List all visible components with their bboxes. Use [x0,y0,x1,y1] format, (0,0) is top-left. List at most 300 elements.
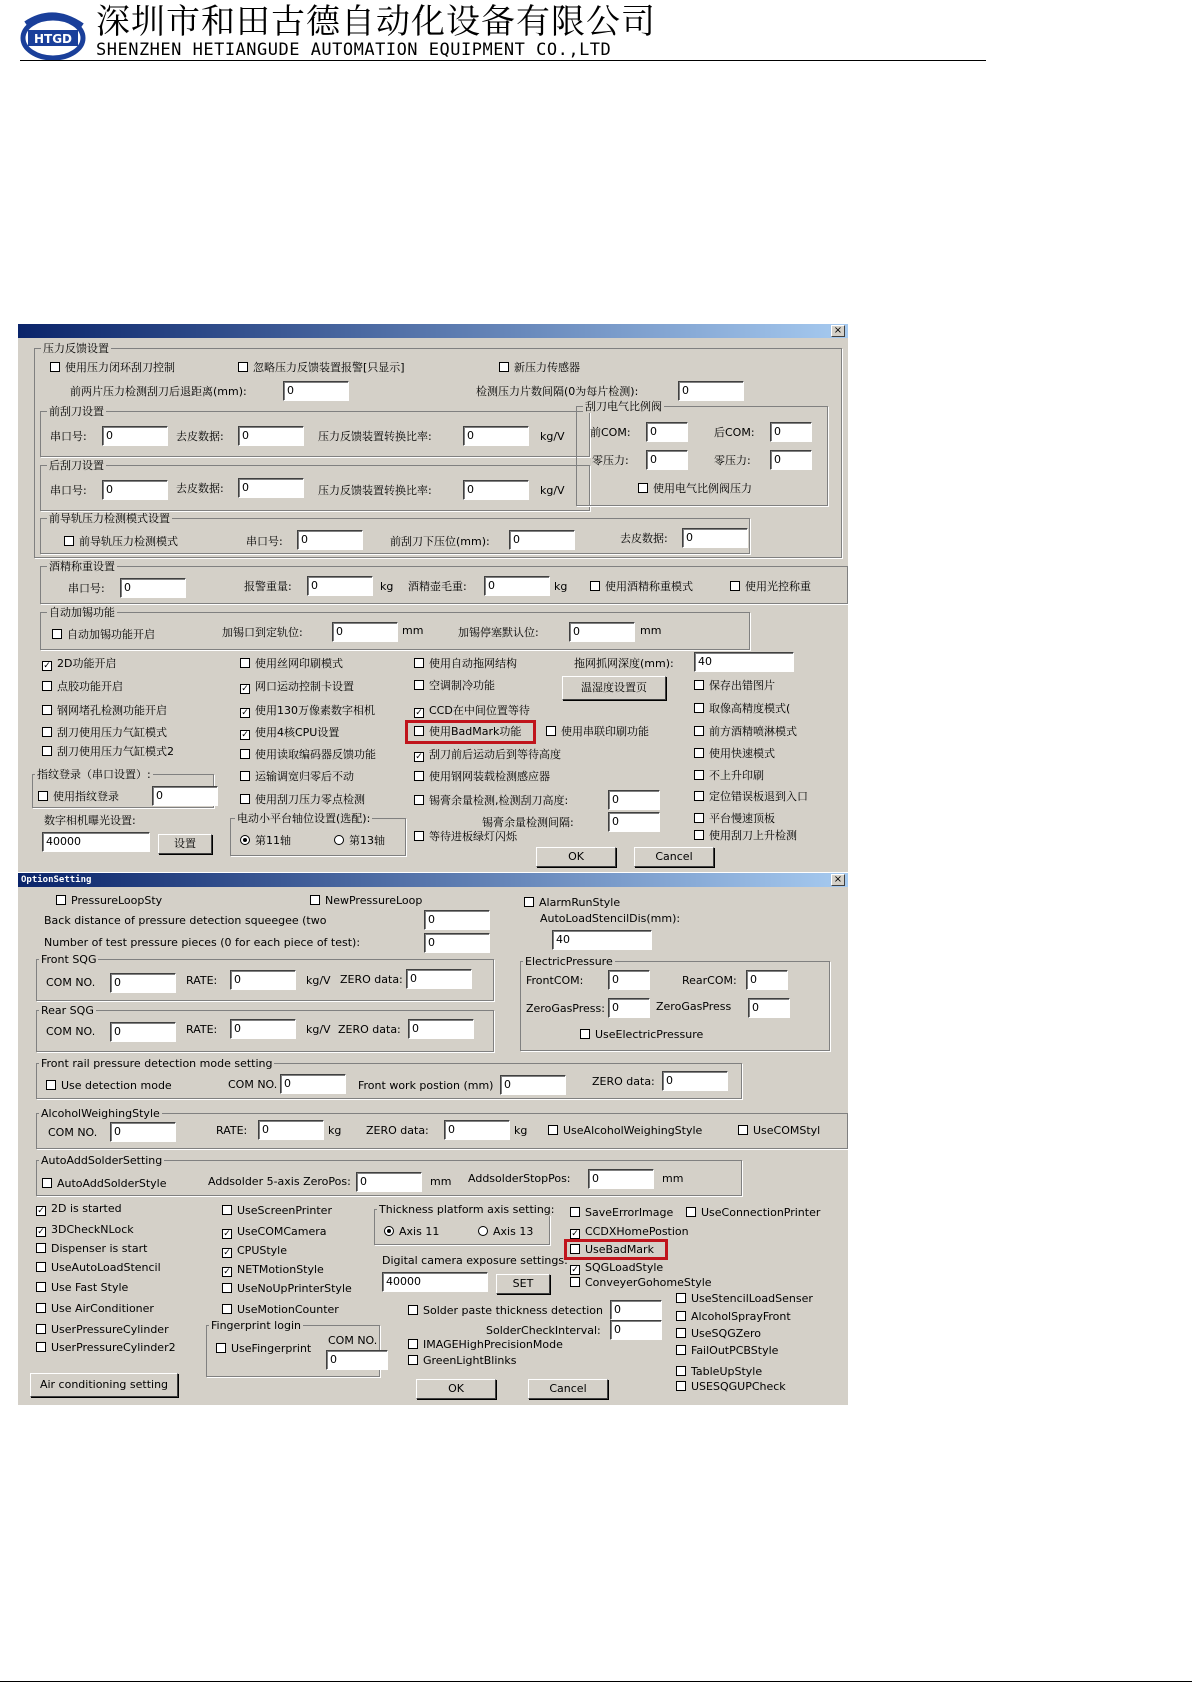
front-port-input[interactable]: 0 [102,426,168,446]
checkbox-auto-add-solder[interactable]: AutoAddSolderStyle [42,1177,167,1190]
checkbox-en-c4-4[interactable]: ConveyerGohomeStyle [570,1276,712,1289]
group-title: ElectricPressure [525,955,613,968]
alcohol-port-input[interactable]: 0 [120,578,186,598]
badmark-highlight [564,1239,668,1260]
checkbox-icon [638,483,648,493]
rate-label: RATE: [186,1023,218,1036]
checkbox-cn-c4-5[interactable]: 定位错误板退到入口 [694,790,808,803]
solder-pos-input[interactable]: 0 [332,622,398,642]
ratio-label: 压力反馈装置转换比率: [318,484,432,497]
fingerprint-com-input[interactable]: 0 [326,1350,388,1370]
zero-pressure-label: 零压力: [592,454,629,467]
back-distance-input[interactable]: 0 [424,910,490,930]
exposure-input[interactable]: 40000 [382,1272,488,1292]
solder-thickness-input[interactable]: 0 [610,1300,662,1320]
checkbox-icon [408,1339,418,1349]
checkbox-icon [694,830,704,840]
elec-rear-com-input[interactable]: 0 [746,970,788,990]
checkbox-paste-check[interactable]: 锡膏余量检测,检测刮刀高度: [414,794,568,807]
checkbox-cn-c2-2[interactable]: ✓ 使用130万像素数字相机 [241,704,375,718]
solder-check-interval-input[interactable]: 0 [610,1320,662,1340]
group-title: 前导轨压力检测模式设置 [49,512,170,525]
checkbox-en-c4-1[interactable]: ✓ CCDXHomePostion [571,1225,689,1239]
checkbox-icon [36,1303,46,1313]
checkbox-icon [694,791,704,801]
checkbox-icon: ✓ [223,1267,231,1277]
solder-stop-input[interactable]: 0 [569,622,635,642]
checkbox-pressure-loop-sty[interactable]: PressureLoopSty [56,894,162,907]
checkbox-use-connection-printer[interactable]: UseConnectionPrinter [686,1206,820,1219]
checkbox-ignore-alarm[interactable]: 忽略压力反馈装置报警[只显示] [238,361,405,374]
checkbox-icon [686,1207,696,1217]
checkbox-icon [46,1080,56,1090]
zero-pos-label: Addsolder 5-axis ZeroPos: [208,1175,351,1188]
mesh-depth-input[interactable]: 40 [694,652,794,672]
checkbox-icon [216,1343,226,1353]
checkbox-icon [240,749,250,759]
checkbox-en-c1-1[interactable]: ✓ 3DCheckNLock [37,1223,134,1237]
checkbox-icon [414,831,424,841]
checkbox-cn-c3-0[interactable]: 使用自动拖网结构 [414,657,517,670]
rear-rate-input[interactable]: 0 [230,1019,296,1039]
group-title: Fingerprint login [211,1319,301,1332]
checkbox-new-sensor[interactable]: 新压力传感器 [499,361,580,374]
com-label: COM NO. [46,976,96,989]
alcohol-zero-label: ZERO data: [366,1124,429,1137]
checkbox-cn-c4-1[interactable]: 取像高精度模式( [694,702,790,715]
checkbox-icon [240,794,250,804]
stop-pos-input[interactable]: 0 [588,1169,654,1189]
front-com-input[interactable]: 0 [646,422,688,442]
checkbox-icon [738,1125,748,1135]
radio-axis-11[interactable]: 第11轴 [240,834,291,847]
cancel-button[interactable]: Cancel [634,847,714,867]
front-work-input[interactable]: 0 [500,1075,566,1095]
checkbox-rail-mode[interactable]: 前导轨压力检测模式 [64,535,178,548]
rear-com-input[interactable]: 0 [770,422,812,442]
checkbox-icon: ✓ [241,730,249,740]
front-tare-input[interactable]: 0 [238,426,304,446]
checkbox-icon [580,1029,590,1039]
rail-zero-input[interactable]: 0 [662,1071,728,1091]
exposure-set-button[interactable]: SET [496,1274,550,1294]
zero-gas-input-1[interactable]: 0 [608,998,650,1018]
zero-gas-label: ZeroGasPress: [526,1002,605,1015]
checkbox-alcohol-mode[interactable]: 使用酒精称重模式 [590,580,693,593]
checkbox-pressure-loop[interactable]: 使用压力闭环刮刀控制 [50,361,175,374]
back-distance-label: Back distance of pressure detection squeegee (two [44,914,327,927]
checkbox-en-c2-1[interactable]: ✓ UseCOMCamera [223,1225,327,1239]
checkbox-en-c5-1[interactable]: AlcoholSprayFront [676,1310,791,1323]
checkbox-icon [240,658,250,668]
checkbox-en-c5-5[interactable]: USESQGUPCheck [676,1380,786,1393]
checkbox-en-c1-0[interactable]: ✓ 2D is started [37,1202,122,1216]
checkbox-icon: ✓ [571,1265,579,1275]
checkbox-icon: ✓ [241,684,249,694]
checkbox-icon [676,1311,686,1321]
checkbox-icon [408,1355,418,1365]
checkbox-icon [238,362,248,372]
test-pieces-label: Number of test pressure pieces (0 for each piece of test): [44,936,361,949]
paste-interval-label: 锡膏余量检测间隔: [482,816,574,829]
checkbox-icon [408,1305,418,1315]
checkbox-cn-c4-6[interactable]: 平台慢速顶板 [694,812,775,825]
group-title: 电动小平台轴位设置(选配): [237,812,371,825]
checkbox-icon [36,1342,46,1352]
checkbox-icon [676,1328,686,1338]
footer-divider [0,1681,1192,1682]
group-title: 压力反馈设置 [43,342,109,355]
close-icon[interactable]: × [831,874,845,886]
rate-label: RATE: [186,974,218,987]
checkbox-icon: ✓ [223,1229,231,1239]
checkbox-en-c2-3[interactable]: ✓ NETMotionStyle [223,1263,324,1277]
logo-text: HTGD [33,32,73,46]
checkbox-en-c2-4[interactable]: UseNoUpPrinterStyle [222,1282,352,1295]
checkbox-cn-c4-3[interactable]: 使用快速模式 [694,747,775,760]
cancel-button[interactable]: Cancel [528,1379,608,1399]
interval-input[interactable]: 0 [678,381,744,401]
front-zero-input[interactable]: 0 [406,969,472,989]
checkbox-icon [52,629,62,639]
unit-label: kg [554,580,568,593]
checkbox-icon [694,748,704,758]
checkbox-cn-serial[interactable]: 使用串联印刷功能 [546,725,649,738]
checkbox-image-high-precision[interactable]: IMAGEHighPrecisionMode [408,1338,563,1351]
dialog-titlebar [18,324,848,338]
group-title: 后刮刀设置 [49,459,104,472]
fingerprint-com-label: COM NO. [328,1334,378,1347]
checkbox-alcohol-light[interactable]: 使用光控称重 [730,580,811,593]
group-title: AlcoholWeighingStyle [41,1107,160,1120]
alcohol-rate-label: RATE: [216,1124,248,1137]
checkbox-icon [694,680,704,690]
company-logo [20,8,86,64]
checkbox-use-fingerprint[interactable]: UseFingerprint [216,1342,311,1355]
radio-icon [478,1226,488,1236]
paste-height-input[interactable]: 0 [608,790,660,810]
rear-ratio-input[interactable]: 0 [463,480,529,500]
checkbox-cn-c4-0[interactable]: 保存出错图片 [694,679,775,692]
tare-label: 去皮数据: [176,482,224,495]
checkbox-en-c5-4[interactable]: TableUpStyle [676,1365,762,1378]
radio-icon [384,1226,394,1236]
paste-interval-input[interactable]: 0 [608,812,660,832]
group-title: Thickness platform axis setting: [379,1203,555,1216]
checkbox-icon [42,681,52,691]
auto-load-label: AutoLoadStencilDis(mm): [540,912,681,925]
front-work-label: Front work postion (mm) [358,1079,494,1092]
checkbox-en-c2-2[interactable]: ✓ CPUStyle [223,1244,287,1258]
checkbox-icon: ✓ [37,1227,45,1237]
solder-check-interval-label: SolderCheckInterval: [486,1324,601,1337]
checkbox-icon [222,1205,232,1215]
checkbox-en-c1-7[interactable]: UserPressureCylinder2 [36,1341,176,1354]
group-title: 前刮刀设置 [49,405,104,418]
checkbox-icon [499,362,509,372]
checkbox-icon [222,1283,232,1293]
stop-pos-label: AddsolderStopPos: [468,1172,571,1185]
checkbox-en-c2-0[interactable]: UseScreenPrinter [222,1204,332,1217]
zero-pressure-label: 零压力: [714,454,751,467]
checkbox-alarm-run-style[interactable]: AlarmRunStyle [524,896,620,909]
chinese-settings-dialog [18,324,848,872]
company-name-en: SHENZHEN HETIANGUDE AUTOMATION EQUIPMENT CO.,LTD [96,40,612,60]
front-com-label: FrontCOM: [526,974,584,987]
checkbox-icon [50,362,60,372]
alcohol-com-label: COM NO. [48,1126,98,1139]
rear-port-input[interactable]: 0 [102,480,168,500]
checkbox-icon [676,1293,686,1303]
rail-zero-label: ZERO data: [592,1075,655,1088]
checkbox-icon [222,1304,232,1314]
checkbox-use-detection[interactable]: Use detection mode [46,1079,172,1092]
checkbox-use-electric-pressure[interactable]: UseElectricPressure [580,1028,703,1041]
rail-com-input[interactable]: 0 [280,1074,346,1094]
group-title: Front SQG [41,953,97,966]
checkbox-cn-c2-0[interactable]: 使用丝网印刷模式 [240,657,343,670]
checkbox-icon: ✓ [415,708,423,718]
checkbox-use-com-style[interactable]: UseCOMStyl [738,1124,820,1137]
checkbox-en-c4-3[interactable]: ✓ SQGLoadStyle [571,1261,664,1275]
unit-label: kg/V [306,974,331,987]
group-title: 指纹登录（串口设置）: [37,768,151,781]
checkbox-icon [36,1262,46,1272]
dialog-titlebar [18,873,848,887]
group-title: Rear SQG [41,1004,94,1017]
checkbox-en-c1-4[interactable]: Use Fast Style [36,1281,128,1294]
checkbox-icon [36,1282,46,1292]
alarm-weight-label: 报警重量: [244,580,292,593]
exposure-label: Digital camera exposure settings: [382,1254,568,1267]
checkbox-cn-c2-4[interactable]: 使用读取编码器反馈功能 [240,748,376,761]
checkbox-green-light-blinks[interactable]: GreenLightBlinks [408,1354,517,1367]
port-label: 串口号: [50,484,87,497]
unit-label: kg/V [306,1023,331,1036]
zero-gas-label: ZeroGasPress [656,1000,732,1013]
rail-pos-label: 前刮刀下压位(mm): [390,535,490,548]
back-distance-label: 前两片压力检测刮刀后退距离(mm): [70,385,247,398]
checkbox-icon [42,705,52,715]
checkbox-icon: ✓ [223,1248,231,1258]
zero-pos-input[interactable]: 0 [356,1172,422,1192]
checkbox-icon: ✓ [43,661,51,671]
zero-pressure-input-1[interactable]: 0 [646,450,688,470]
unit-label: kg [328,1124,342,1137]
fingerprint-input[interactable]: 0 [152,786,218,806]
rail-port-input[interactable]: 0 [297,530,363,550]
alcohol-zero-input[interactable]: 0 [444,1120,510,1140]
checkbox-en-c1-2[interactable]: Dispenser is start [36,1242,147,1255]
checkbox-icon [694,813,704,823]
checkbox-icon [570,1277,580,1287]
checkbox-cn-c4-4[interactable]: 不上升印刷 [694,769,764,782]
group-title: AutoAddSolderSetting [41,1154,163,1167]
checkbox-icon [546,726,556,736]
rear-com-input[interactable]: 0 [110,1022,176,1042]
checkbox-icon: ✓ [241,708,249,718]
rail-tare-input[interactable]: 0 [682,528,748,548]
checkbox-icon [414,795,424,805]
test-pieces-input[interactable]: 0 [424,933,490,953]
checkbox-cn-c3-5[interactable]: 使用钢网装载检测感应器 [414,770,550,783]
checkbox-en-c5-0[interactable]: UseStencilLoadSenser [676,1292,813,1305]
checkbox-icon [676,1366,686,1376]
radio-icon [334,835,344,845]
checkbox-cn-c2-3[interactable]: ✓ 使用4核CPU设置 [241,726,340,740]
checkbox-icon [676,1345,686,1355]
checkbox-cn-c3-1[interactable]: 空调制冷功能 [414,679,495,692]
checkbox-icon [590,581,600,591]
checkbox-en-c5-3[interactable]: FailOutPCBStyle [676,1344,778,1357]
elec-front-com-input[interactable]: 0 [608,970,650,990]
radio-axis-13[interactable]: 第13轴 [334,834,385,847]
checkbox-cn-c1-2[interactable]: 钢网堵孔检测功能开启 [42,704,167,717]
checkbox-icon [240,771,250,781]
unit-label: mm [640,624,662,637]
checkbox-cn-c1-4[interactable]: 刮刀使用压力气缸模式2 [42,745,174,758]
group-title: 酒精称重设置 [49,560,115,573]
exposure-input[interactable]: 40000 [42,832,150,852]
radio-axis-11[interactable]: Axis 11 [384,1225,439,1238]
checkbox-cn-c3-4[interactable]: ✓ 刮刀前后运动后到等待高度 [415,748,561,762]
rear-com-label: 后COM: [714,426,755,439]
checkbox-wait-green[interactable]: 等待进板绿灯闪烁 [414,830,517,843]
exposure-label: 数字相机曝光设置: [44,814,136,827]
company-name-cn: 深圳市和田古德自动化设备有限公司 [96,2,656,42]
group-title: 刮刀电气比例阀 [585,400,662,413]
radio-axis-13[interactable]: Axis 13 [478,1225,533,1238]
rail-pos-input[interactable]: 0 [509,530,575,550]
unit-label: kg/V [540,430,565,443]
checkbox-cn-c1-3[interactable]: 刮刀使用压力气缸模式 [42,726,167,739]
back-distance-input[interactable]: 0 [283,381,349,401]
exposure-set-button[interactable]: 设置 [158,834,212,854]
checkbox-icon [414,680,424,690]
checkbox-cn-c1-1[interactable]: 点胶功能开启 [42,680,123,693]
rear-zero-input[interactable]: 0 [408,1019,474,1039]
checkbox-icon [36,1243,46,1253]
checkbox-icon [694,703,704,713]
checkbox-auto-solder[interactable]: 自动加锡功能开启 [52,628,155,641]
solder-stop-label: 加锡停塞默认位: [458,626,539,639]
checkbox-icon [64,536,74,546]
temp-humidity-button[interactable]: 温湿度设置页 [562,676,666,700]
checkbox-icon [570,1207,580,1217]
solder-pos-label: 加锡口到定轨位: [222,626,303,639]
checkbox-cn-badmark[interactable]: 使用BadMark功能 [414,725,521,738]
interval-label: 检测压力片数间隔(0为每片检测): [476,385,639,398]
checkbox-icon [414,658,424,668]
checkbox-cn-c2-6[interactable]: 使用刮刀压力零点检测 [240,793,365,806]
zero-label: ZERO data: [338,1023,401,1036]
checkbox-icon [36,1324,46,1334]
front-rate-input[interactable]: 0 [230,970,296,990]
badmark-highlight [405,720,536,744]
rail-tare-label: 去皮数据: [620,532,668,545]
zero-gas-input-2[interactable]: 0 [748,998,790,1018]
com-label: COM NO. [46,1025,96,1038]
unit-label: kg [380,580,394,593]
checkbox-fingerprint[interactable]: 使用指纹登录 [38,790,119,803]
radio-icon [240,835,250,845]
tare-label: 去皮数据: [176,430,224,443]
group-title: Front rail pressure detection mode setting [41,1057,273,1070]
alcohol-tare-label: 酒精壶毛重: [408,580,467,593]
checkbox-icon [694,726,704,736]
ratio-label: 压力反馈装置转换比率: [318,430,432,443]
port-label: 串口号: [50,430,87,443]
checkbox-icon [676,1381,686,1391]
checkbox-solder-thickness[interactable]: Solder paste thickness detection [408,1304,603,1317]
checkbox-en-c1-5[interactable]: Use AirConditioner [36,1302,154,1315]
checkbox-icon [548,1125,558,1135]
checkbox-icon [56,895,66,905]
alarm-weight-input[interactable]: 0 [307,576,373,596]
checkbox-en-c1-6[interactable]: UserPressureCylinder [36,1323,169,1336]
checkbox-cn-c1-0[interactable]: ✓ 2D功能开启 [43,657,117,671]
alcohol-tare-input[interactable]: 0 [484,576,550,596]
checkbox-cn-c2-5[interactable]: 运输调宽归零后不动 [240,770,354,783]
checkbox-cn-c4-2[interactable]: 前方酒精喷淋模式 [694,725,797,738]
front-ratio-input[interactable]: 0 [463,426,529,446]
ok-button[interactable]: OK [536,847,616,867]
checkbox-icon [42,1178,52,1188]
alcohol-com-input[interactable]: 0 [110,1122,176,1142]
checkbox-electric-valve[interactable]: 使用电气比例阀压力 [638,482,752,495]
zero-pressure-input-2[interactable]: 0 [770,450,812,470]
checkbox-cn-c2-1[interactable]: ✓ 网口运动控制卡设置 [241,680,354,694]
unit-label: mm [430,1175,452,1188]
checkbox-new-pressure-loop[interactable]: NewPressureLoop [310,894,422,907]
group-title: 自动加锡功能 [49,606,115,619]
checkbox-icon: ✓ [37,1206,45,1216]
checkbox-icon [414,771,424,781]
checkbox-icon [524,897,534,907]
header-divider [20,60,986,61]
checkbox-en-c4-0[interactable]: SaveErrorImage [570,1206,673,1219]
ok-button[interactable]: OK [416,1379,496,1399]
dialog-title: OptionSetting [21,875,92,885]
checkbox-icon: ✓ [571,1229,579,1239]
checkbox-icon [42,746,52,756]
rear-tare-input[interactable]: 0 [238,478,304,498]
checkbox-use-alcohol-weighing[interactable]: UseAlcoholWeighingStyle [548,1124,702,1137]
rear-com-label: RearCOM: [682,974,737,987]
zero-label: ZERO data: [340,973,403,986]
unit-label: kg/V [540,484,565,497]
front-com-input[interactable]: 0 [110,973,176,993]
checkbox-icon [730,581,740,591]
rail-com-label: COM NO. [228,1078,278,1091]
close-icon[interactable]: × [831,325,845,337]
mesh-depth-label: 拖网抓网深度(mm): [574,657,674,670]
rail-port-label: 串口号: [246,535,283,548]
checkbox-cn-c3-2[interactable]: ✓ CCD在中间位置等待 [415,704,530,718]
checkbox-en-c1-3[interactable]: UseAutoLoadStencil [36,1261,161,1274]
air-conditioning-button[interactable]: Air conditioning setting [30,1373,178,1397]
checkbox-icon: ✓ [415,752,423,762]
checkbox-icon [38,791,48,801]
checkbox-en-c5-2[interactable]: UseSQGZero [676,1327,761,1340]
checkbox-icon [310,895,320,905]
checkbox-cn-c4-7[interactable]: 使用刮刀上升检测 [694,829,797,842]
alcohol-port-label: 串口号: [68,582,105,595]
checkbox-en-badmark[interactable]: UseBadMark [570,1243,654,1256]
checkbox-en-c2-5[interactable]: UseMotionCounter [222,1303,339,1316]
auto-load-input[interactable]: 40 [552,930,652,950]
alcohol-rate-input[interactable]: 0 [258,1120,324,1140]
